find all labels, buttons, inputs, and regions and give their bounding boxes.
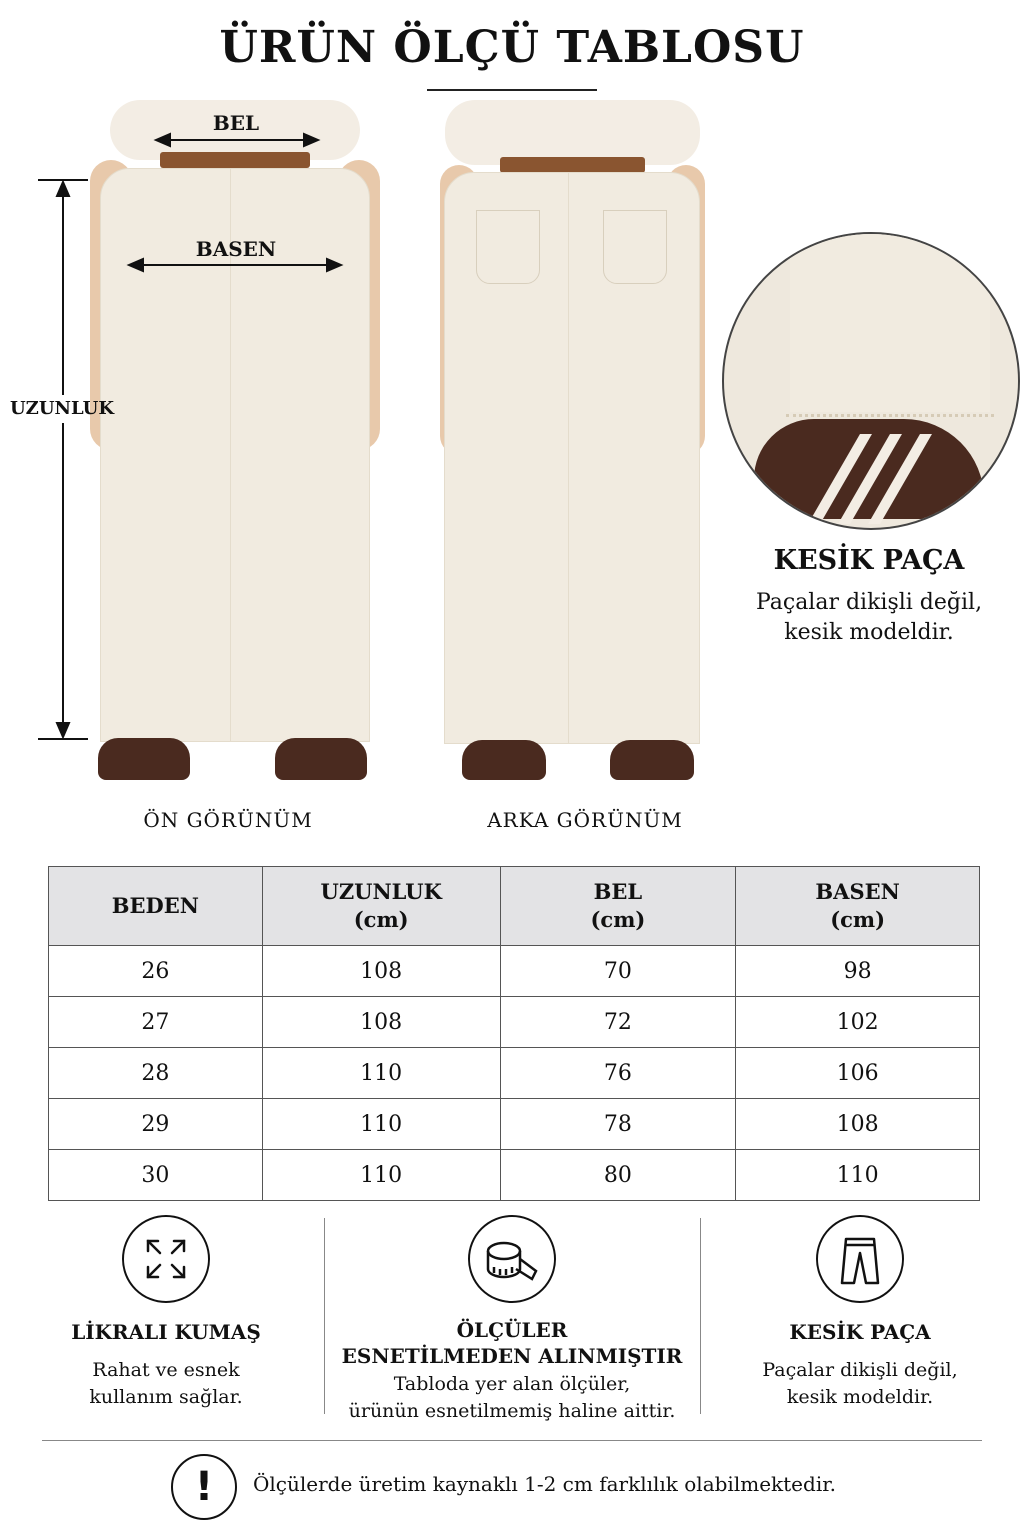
cell-length: 110 — [262, 1099, 500, 1150]
feature-desc-line-1: Rahat ve esnek — [92, 1359, 240, 1381]
page-title: ÜRÜN ÖLÇÜ TABLOSU — [219, 22, 805, 73]
raw-hem-fringe — [786, 404, 994, 417]
cell-waist: 78 — [500, 1099, 736, 1150]
title-underline — [427, 89, 597, 91]
feature-raw-hem — [732, 1215, 988, 1411]
cell-waist: 80 — [500, 1150, 736, 1201]
cell-length: 108 — [262, 997, 500, 1048]
cell-size: 29 — [49, 1099, 263, 1150]
feature-desc-line-2: ürünün esnetilmemiş haline aittir. — [348, 1400, 676, 1422]
table-header-row — [49, 867, 980, 946]
cell-length: 110 — [262, 1150, 500, 1201]
feature-title-line-1: ÖLÇÜLER — [456, 1318, 568, 1342]
back-view-figure — [440, 100, 705, 800]
feature-divider — [700, 1218, 701, 1414]
cell-hip: 106 — [736, 1048, 980, 1099]
trousers-icon — [816, 1215, 904, 1303]
feature-title: LİKRALI KUMAŞ — [71, 1320, 261, 1344]
notice-divider — [42, 1440, 982, 1441]
cell-waist: 70 — [500, 946, 736, 997]
hip-label: BASEN — [195, 237, 277, 261]
hem-detail-line-1: Paçalar dikişli değil, — [755, 590, 983, 615]
table-row — [49, 1150, 980, 1201]
raw-hem-fabric — [790, 234, 990, 412]
table-row — [49, 1099, 980, 1150]
table-row — [49, 946, 980, 997]
exclamation-icon: ! — [171, 1454, 237, 1520]
cell-length: 110 — [262, 1048, 500, 1099]
cell-hip: 110 — [736, 1150, 980, 1201]
cell-size: 27 — [49, 997, 263, 1048]
stretch-arrows-icon — [122, 1215, 210, 1303]
cell-size: 26 — [49, 946, 263, 997]
cell-waist: 76 — [500, 1048, 736, 1099]
measuring-tape-icon — [468, 1215, 556, 1303]
back-left-pocket — [476, 210, 540, 284]
cell-length: 108 — [262, 946, 500, 997]
hem-detail-circle — [722, 232, 1020, 530]
table-row — [49, 997, 980, 1048]
feature-stretch-fabric — [40, 1215, 292, 1411]
hem-detail-title: KESİK PAÇA — [773, 545, 965, 576]
hem-detail-description — [722, 588, 1016, 648]
cell-hip: 102 — [736, 997, 980, 1048]
feature-title: KESİK PAÇA — [789, 1320, 931, 1344]
cell-waist: 72 — [500, 997, 736, 1048]
back-right-shoe — [610, 740, 694, 780]
back-belt — [500, 157, 645, 173]
header-size: BEDEN — [49, 867, 263, 946]
table-row — [49, 1048, 980, 1099]
feature-title-line-2: ESNETİLMEDEN ALINMIŞTIR — [341, 1344, 683, 1368]
feature-unstretched-measure — [334, 1215, 690, 1425]
feature-divider — [324, 1218, 325, 1414]
waist-label: BEL — [212, 111, 260, 135]
header-hip: BASEN (cm) — [736, 867, 980, 946]
feature-desc-line-2: kesik modeldir. — [786, 1386, 934, 1408]
header-length: UZUNLUK (cm) — [262, 867, 500, 946]
back-left-shoe — [462, 740, 546, 780]
length-label: UZUNLUK — [9, 398, 114, 419]
hem-detail-line-2: kesik modeldir. — [784, 620, 954, 645]
cell-hip: 98 — [736, 946, 980, 997]
cell-hip: 108 — [736, 1099, 980, 1150]
front-view-label: ÖN GÖRÜNÜM — [143, 808, 313, 832]
cell-size: 28 — [49, 1048, 263, 1099]
size-table — [48, 866, 980, 1201]
notice-text: Ölçülerde üretim kaynaklı 1-2 cm farklılık olabilmektedir. — [253, 1472, 836, 1496]
back-right-pocket — [603, 210, 667, 284]
back-sweater — [445, 100, 700, 165]
cell-size: 30 — [49, 1150, 263, 1201]
header-waist: BEL (cm) — [500, 867, 736, 946]
feature-desc-line-1: Paçalar dikişli değil, — [762, 1359, 958, 1381]
feature-desc-line-2: kullanım sağlar. — [89, 1386, 243, 1408]
back-view-label: ARKA GÖRÜNÜM — [487, 808, 683, 832]
feature-desc-line-1: Tabloda yer alan ölçüler, — [393, 1373, 631, 1395]
